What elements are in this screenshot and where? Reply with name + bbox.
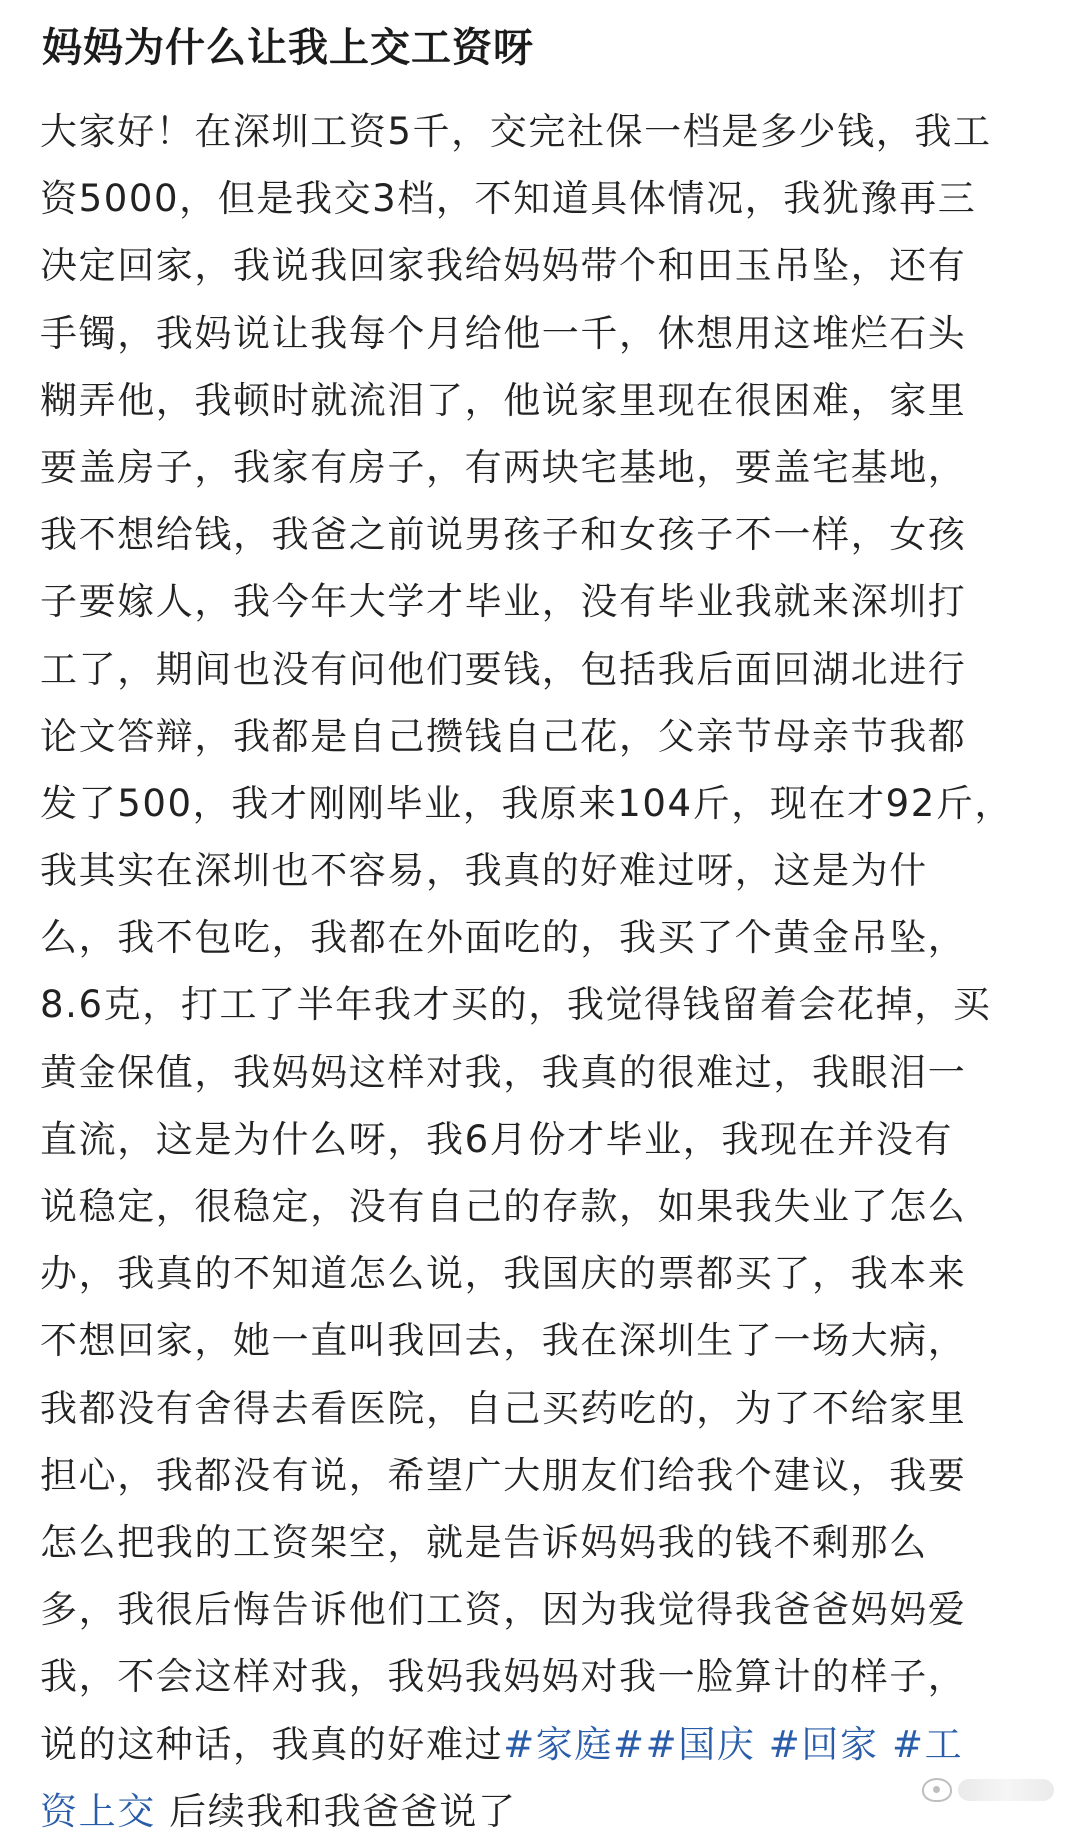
body-line-with-tags — [40, 1778, 1040, 1845]
body-line-text: 说的这种话，我真的好难过 — [40, 1722, 504, 1766]
weibo-logo-icon — [922, 1778, 952, 1802]
body-line: 手镯，我妈说让我每个月给他一千，休想用这堆烂石头 — [40, 311, 967, 355]
body-line: 大家好！在深圳工资5千，交完社保一档是多少钱，我工 — [40, 110, 992, 153]
hashtag-salary-link-part1[interactable]: #工 — [891, 1722, 964, 1766]
body-line: 糊弄他，我顿时就流泪了，他说家里现在很困难，家里 — [40, 378, 967, 422]
body-line: 我不想给钱，我爸之前说男孩子和女孩子不一样，女孩 — [40, 513, 967, 557]
body-line: 我都没有舍得去看医院，自己买药吃的，为了不给家里 — [40, 1386, 967, 1430]
body-line: 决定回家，我说我回家我给妈妈带个和田玉吊坠，还有 — [40, 244, 967, 288]
body-line: 要盖房子，我家有房子，有两块宅基地，要盖宅基地， — [40, 445, 967, 489]
blurred-username — [958, 1779, 1054, 1801]
body-line: 我其实在深圳也不容易，我真的好难过呀，这是为什 — [40, 849, 928, 893]
body-line: 办，我真的不知道怎么说，我国庆的票都买了，我本来 — [40, 1252, 967, 1296]
post-container — [40, 20, 1040, 1845]
hashtag-family-link[interactable]: #家庭# — [503, 1722, 646, 1766]
hashtag-go-home-link[interactable]: #回家 — [768, 1722, 879, 1766]
body-line: 我，不会这样对我，我妈我妈妈对我一脸算计的样子， — [40, 1655, 967, 1699]
body-line: 工了，期间也没有问他们要钱，包括我后面回湖北进行 — [40, 647, 967, 691]
body-line: 说稳定，很稳定，没有自己的存款，如果我失业了怎么 — [40, 1185, 967, 1228]
body-line: 8.6克，打工了半年我才买的，我觉得钱留着会花掉，买 — [40, 983, 992, 1027]
post-body — [40, 98, 1040, 1845]
body-line: 发了500，我才刚刚毕业，我原来104斤，现在才92斤， — [40, 781, 1014, 825]
body-line: 论文答辩，我都是自己攒钱自己花，父亲节母亲节我都 — [40, 714, 967, 758]
body-line: 黄金保值，我妈妈这样对我，我真的很难过，我眼泪一 — [40, 1050, 967, 1094]
body-line-text: 后续我和我爸爸说了 — [155, 1789, 517, 1833]
body-line: 么，我不包吃，我都在外面吃的，我买了个黄金吊坠， — [40, 916, 967, 960]
body-line: 怎么把我的工资架空，就是告诉妈妈我的钱不剩那么 — [40, 1520, 928, 1564]
body-line-with-tags — [40, 1711, 1040, 1778]
body-line: 担心，我都没有说，希望广大朋友们给我个建议，我要 — [40, 1453, 967, 1497]
hashtag-national-day-link[interactable]: #国庆 — [645, 1722, 756, 1766]
body-line: 子要嫁人，我今年大学才毕业，没有毕业我就来深圳打 — [40, 580, 967, 624]
post-title: 妈妈为什么让我上交工资呀 — [42, 25, 534, 71]
body-line: 资5000，但是我交3档，不知道具体情况，我犹豫再三 — [40, 177, 977, 221]
weibo-watermark — [922, 1778, 1054, 1802]
body-line: 直流，这是为什么呀，我6月份才毕业，我现在并没有 — [40, 1117, 953, 1161]
body-line: 不想回家，她一直叫我回去，我在深圳生了一场大病， — [40, 1319, 967, 1363]
body-line: 多，我很后悔告诉他们工资，因为我觉得我爸爸妈妈爱 — [40, 1588, 967, 1632]
hashtag-salary-link-part2[interactable]: 资上交 — [40, 1789, 156, 1833]
